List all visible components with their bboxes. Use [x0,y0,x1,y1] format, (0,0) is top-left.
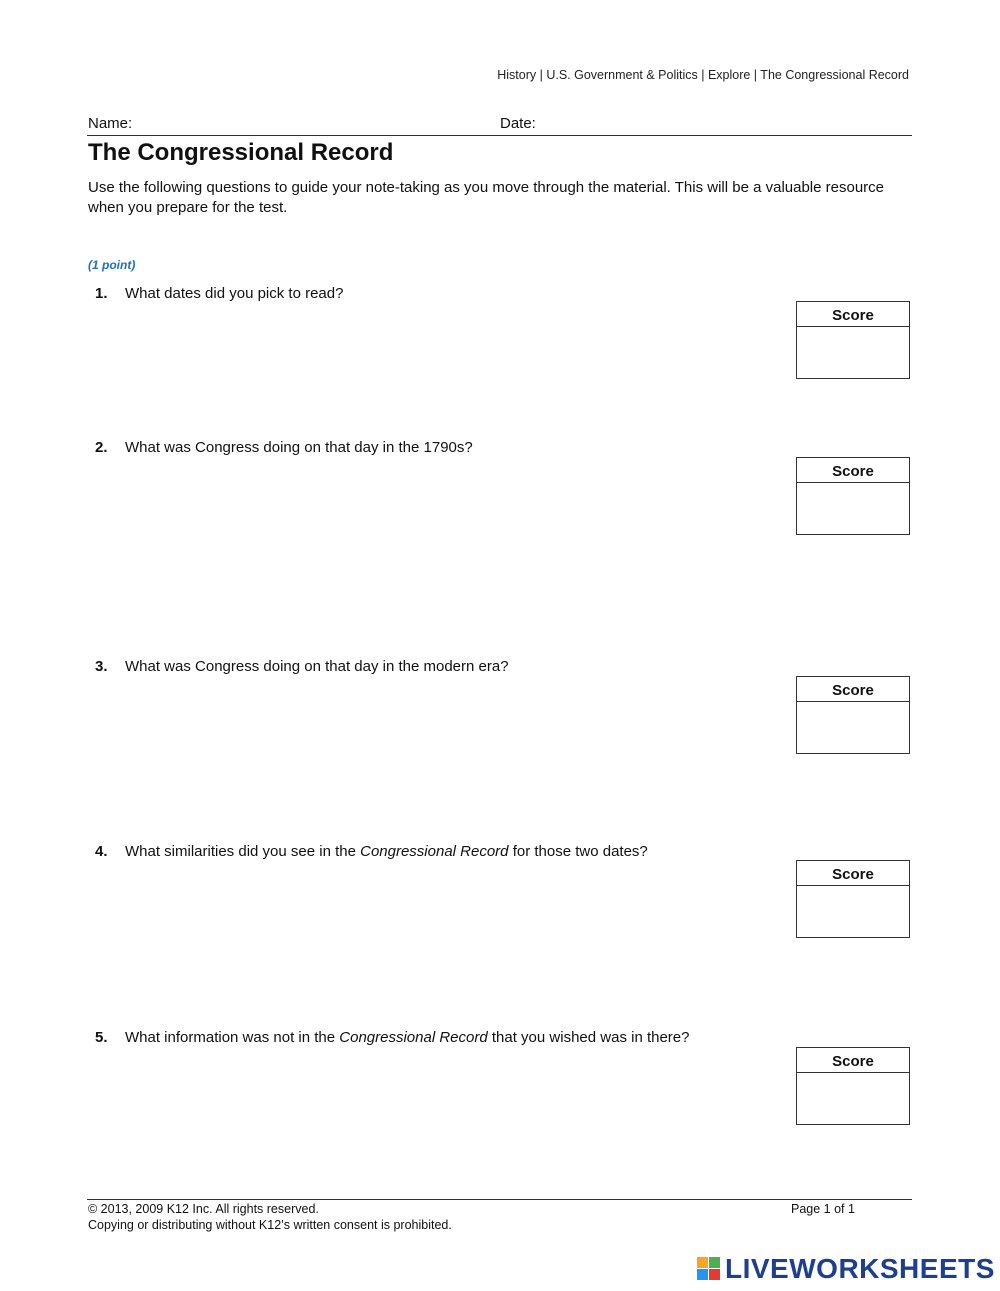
score-label: Score [797,677,909,702]
score-label: Score [797,1048,909,1073]
footer-copyright [88,1202,452,1233]
question-text-pre: What information was not in the [125,1029,340,1046]
footer-divider [87,1199,912,1200]
question-text: What dates did you pick to read? [125,285,344,302]
score-box[interactable] [796,301,910,379]
score-box[interactable] [796,1047,910,1125]
question-number: 4. [95,843,108,860]
question-text-post: that you wished was in there? [487,1029,690,1046]
score-input-area[interactable] [797,483,909,534]
score-input-area[interactable] [797,702,909,753]
score-input-area[interactable] [797,327,909,378]
logo-square [697,1269,708,1280]
question-number: 3. [95,658,108,675]
page-number: Page 1 of 1 [791,1202,855,1216]
copy-notice-text: Copying or distributing without K12’s written consent is prohibited. [88,1217,452,1232]
score-label: Score [797,458,909,483]
points-label: (1 point) [88,258,136,272]
question-text: What was Congress doing on that day in the 1790s? [125,439,473,456]
liveworksheets-logo[interactable] [697,1254,995,1284]
score-label: Score [797,861,909,886]
question-text-em: Congressional Record [360,843,509,860]
question-text: What was Congress doing on that day in the modern era? [125,658,509,675]
logo-square [697,1257,708,1268]
question-number: 5. [95,1029,108,1046]
logo-square [709,1269,720,1280]
score-input-area[interactable] [797,1073,909,1124]
page-title: The Congressional Record [88,139,394,166]
name-label: Name: [88,115,133,132]
score-box[interactable] [796,860,910,938]
intro-text: Use the following questions to guide your note-taking as you move through the material. This will be a valuable resource when you prepare for the test. [88,179,885,216]
score-box[interactable] [796,676,910,754]
question-number: 2. [95,439,108,456]
score-input-area[interactable] [797,886,909,937]
breadcrumb: History | U.S. Government & Politics | Explore | The Congressional Record [497,68,909,82]
score-label: Score [797,302,909,327]
question-number: 1. [95,285,108,302]
question-text [125,1029,690,1046]
copyright-text: © 2013, 2009 K12 Inc. All rights reserved. [88,1202,319,1216]
logo-square [709,1257,720,1268]
question-text-pre: What similarities did you see in the [125,843,361,860]
question-text [125,843,648,860]
logo-text: LIVEWORKSHEETS [725,1253,995,1284]
logo-icon [697,1257,721,1281]
header-divider [87,135,912,136]
question-text-post: for those two dates? [508,843,648,860]
question-text-em: Congressional Record [339,1029,488,1046]
date-label: Date: [500,115,536,132]
score-box[interactable] [796,457,910,535]
